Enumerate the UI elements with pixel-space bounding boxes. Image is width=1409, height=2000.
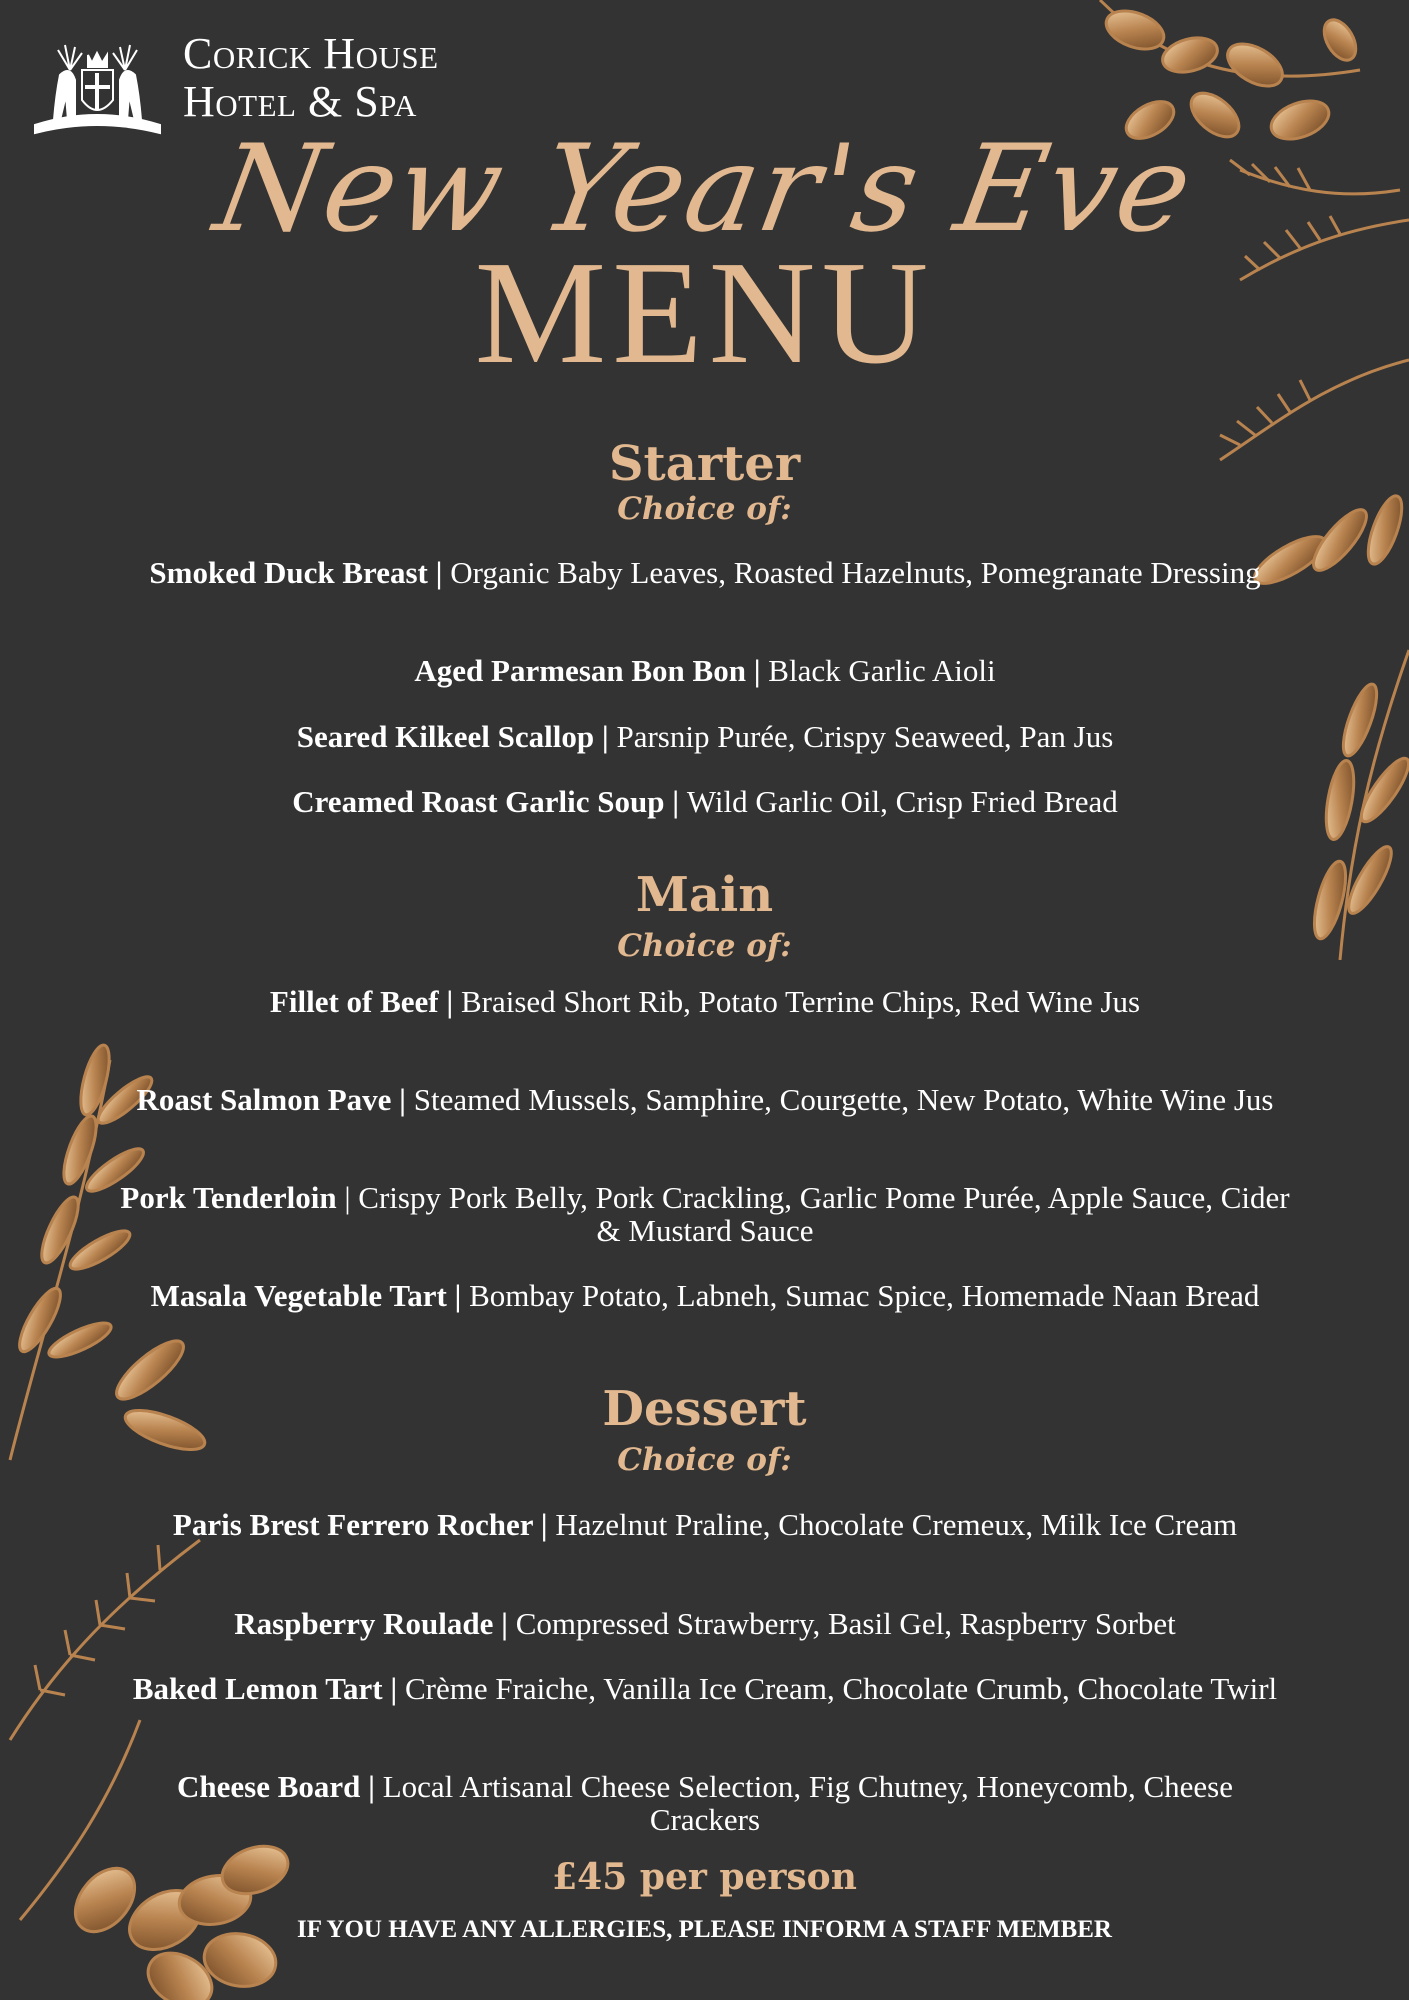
menu-item bbox=[120, 1279, 1290, 1312]
item-separator: | bbox=[391, 1082, 414, 1117]
item-name: Fillet of Beef bbox=[269, 984, 439, 1019]
starter-heading: Starter bbox=[608, 436, 801, 492]
brand-line-2: Hotel & Spa bbox=[183, 77, 417, 126]
item-name: Baked Lemon Tart bbox=[132, 1671, 383, 1706]
item-name: Roast Salmon Pave bbox=[136, 1082, 392, 1117]
menu-title: MENU bbox=[474, 231, 935, 395]
item-separator: | bbox=[533, 1507, 556, 1542]
item-name: Seared Kilkeel Scallop bbox=[296, 719, 595, 754]
item-description: Crème Fraiche, Vanilla Ice Cream, Chocolate Crumb, Chocolate Twirl bbox=[404, 1671, 1278, 1706]
item-separator: | bbox=[360, 1769, 383, 1804]
price-per-person: £45 per person bbox=[552, 1856, 857, 1898]
menu-item bbox=[120, 1607, 1290, 1640]
main-section-header bbox=[0, 868, 1409, 964]
menu-item bbox=[120, 1508, 1290, 1541]
brand-line-1: Corick House bbox=[183, 29, 439, 78]
item-description: Compressed Strawberry, Basil Gel, Raspberry Sorbet bbox=[515, 1606, 1176, 1641]
item-name: Masala Vegetable Tart bbox=[150, 1278, 447, 1313]
item-separator: | bbox=[745, 653, 769, 688]
item-description: Steamed Mussels, Samphire, Courgette, New Potato, White Wine Jus bbox=[413, 1082, 1274, 1117]
item-separator: | bbox=[664, 784, 687, 819]
item-description: Hazelnut Praline, Chocolate Cremeux, Milk Ice Cream bbox=[555, 1507, 1238, 1542]
hotel-brand-name bbox=[183, 30, 439, 126]
item-separator: | bbox=[336, 1180, 359, 1215]
allergy-notice: IF YOU HAVE ANY ALLERGIES, PLEASE INFORM A STAFF MEMBER bbox=[297, 1916, 1112, 1943]
item-separator: | bbox=[382, 1671, 405, 1706]
menu-item bbox=[120, 785, 1290, 818]
item-separator: | bbox=[427, 555, 451, 590]
item-name: Smoked Duck Breast bbox=[149, 555, 428, 590]
item-name: Aged Parmesan Bon Bon bbox=[414, 653, 746, 688]
dessert-choice-label: Choice of: bbox=[617, 1442, 792, 1478]
menu-item bbox=[120, 1672, 1290, 1705]
item-name: Pork Tenderloin bbox=[120, 1180, 337, 1215]
item-description: Crispy Pork Belly, Pork Crackling, Garlic Pome Purée, Apple Sauce, Cider & Mustard Sauce bbox=[358, 1180, 1290, 1248]
stag-crest-logo bbox=[30, 25, 165, 135]
main-choice-label: Choice of: bbox=[617, 928, 792, 964]
menu-item bbox=[120, 720, 1290, 753]
item-name: Paris Brest Ferrero Rocher bbox=[172, 1507, 533, 1542]
new-years-eve-script-title: New Year's Eve bbox=[205, 120, 1204, 259]
starter-choice-label: Choice of: bbox=[617, 491, 792, 527]
menu-item bbox=[120, 1181, 1290, 1247]
item-separator: | bbox=[438, 984, 461, 1019]
item-description: Bombay Potato, Labneh, Sumac Spice, Homemade Naan Bread bbox=[469, 1278, 1260, 1313]
dessert-heading: Dessert bbox=[602, 1381, 807, 1437]
item-description: Braised Short Rib, Potato Terrine Chips, Red Wine Jus bbox=[460, 984, 1141, 1019]
item-name: Raspberry Roulade bbox=[234, 1606, 494, 1641]
item-description: Black Garlic Aioli bbox=[768, 653, 996, 688]
dessert-section-header bbox=[0, 1382, 1409, 1478]
starter-section-header bbox=[0, 437, 1409, 527]
item-separator: | bbox=[493, 1606, 516, 1641]
item-description: Parsnip Purée, Crispy Seaweed, Pan Jus bbox=[616, 719, 1114, 754]
item-name: Creamed Roast Garlic Soup bbox=[292, 784, 665, 819]
menu-item bbox=[120, 985, 1290, 1018]
item-description: Local Artisanal Cheese Selection, Fig Chutney, Honeycomb, Cheese Crackers bbox=[382, 1769, 1234, 1837]
item-description: Organic Baby Leaves, Roasted Hazelnuts, Pomegranate Dressing bbox=[450, 555, 1261, 590]
menu-item bbox=[120, 1083, 1290, 1116]
item-name: Cheese Board bbox=[176, 1769, 361, 1804]
item-description: Wild Garlic Oil, Crisp Fried Bread bbox=[686, 784, 1118, 819]
menu-item bbox=[120, 654, 1290, 687]
item-separator: | bbox=[446, 1278, 470, 1313]
menu-item bbox=[120, 1770, 1290, 1836]
main-heading: Main bbox=[635, 867, 774, 923]
menu-item bbox=[120, 556, 1290, 589]
item-separator: | bbox=[594, 719, 617, 754]
